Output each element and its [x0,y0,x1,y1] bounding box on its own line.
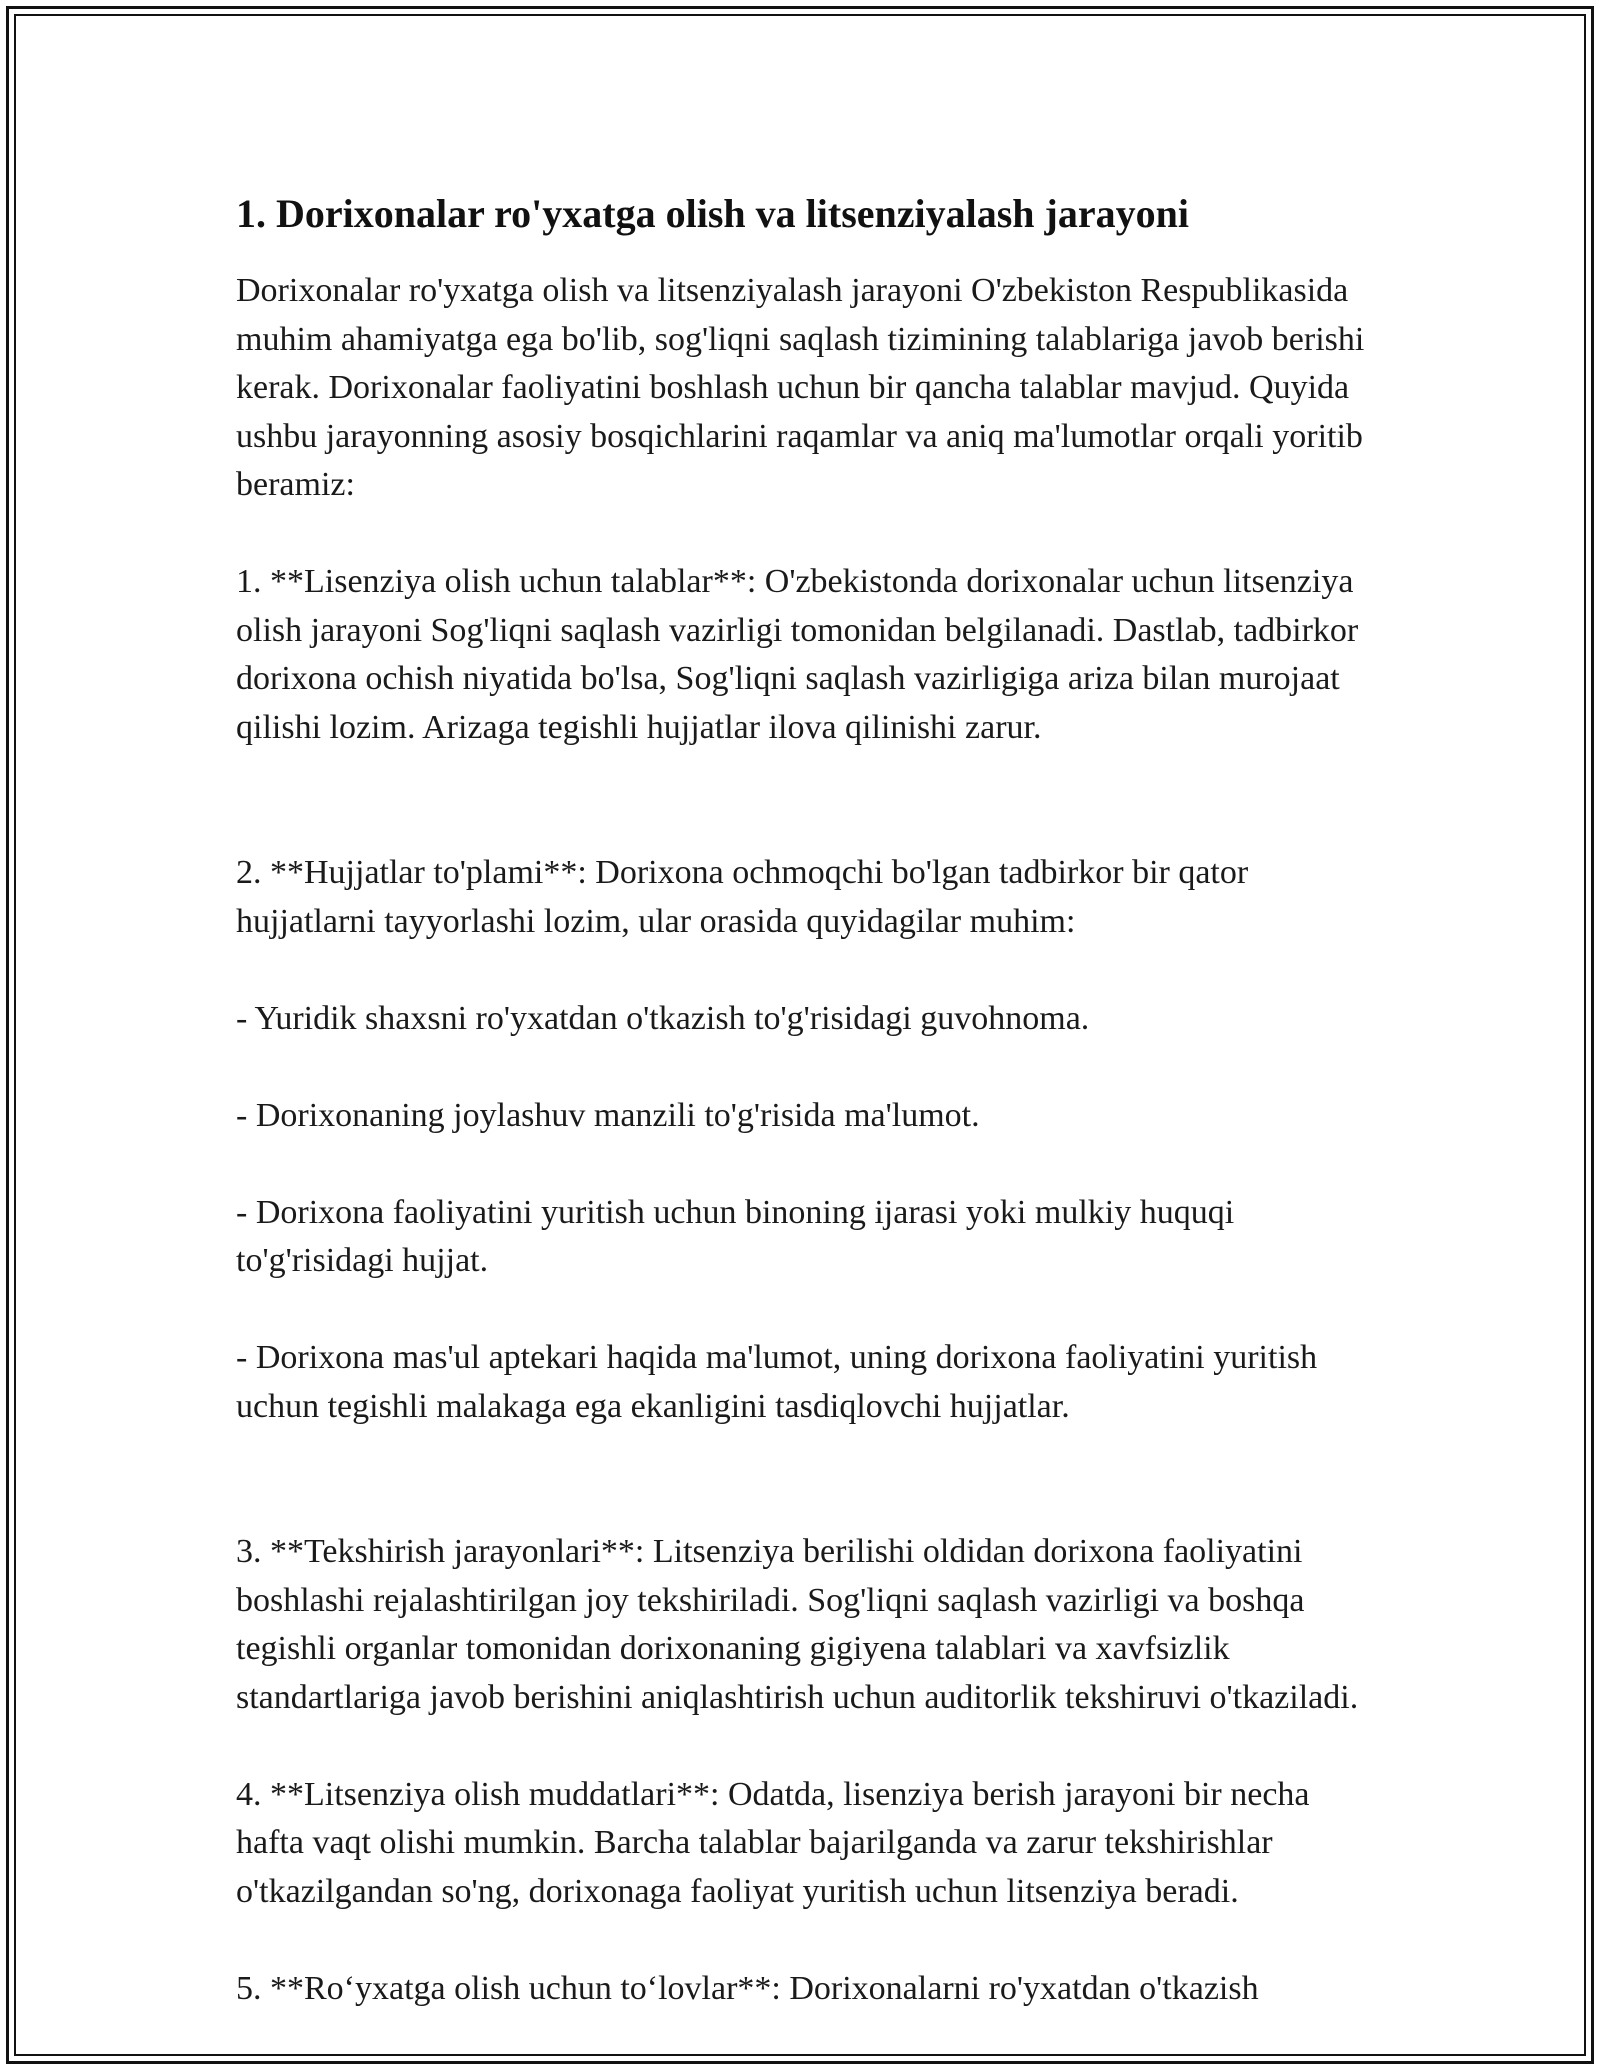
list-item-1: 1. **Lisenziya olish uchun talablar**: O'zbekistonda dorixonalar uchun litsenziya olish jarayoni Sog'liqni saqlash vazirligi tomonidan belgilanadi. Dastlab, tadbirkor dorixona ochish niyatida bo'lsa, Sog'liqni saqlash vazirligiga ariza bilan murojaat qilishi lozim. Arizaga tegishli hujjatlar ilova qilinishi zarur. [236,563,1359,746]
document-body [236,183,1366,2013]
document-subitem: - Yuridik shaxsni ro'yxatdan o'tkazish to'g'risidagi guvohnoma. [236,999,1090,1037]
list-item-2 [236,801,1366,1480]
document-subitem: - Dorixona faoliyatini yuritish uchun binoning ijarasi yoki mulkiy huquqi to'g'risidagi hujjat. [236,1193,1235,1279]
list-item-2-text: 2. **Hujjatlar to'plami**: Dorixona ochmoqchi bo'lgan tadbirkor bir qator hujjatlarni tayyorlashi lozim, ular orasida quyidagilar muhim: [236,854,1249,940]
document-title: 1. Dorixonalar ro'yxatga olish va litsenziyalash jarayoni [236,191,1189,236]
document-subitem: - Dorixona mas'ul aptekari haqida ma'lumot, uning dorixona faoliyatini yuritish uchun tegishli malakaga ega ekanligini tasdiqlovchi hujjatlar. [236,1339,1318,1425]
list-item-4: 4. **Litsenziya olish muddatlari**: Odatda, lisenziya berish jarayoni bir necha hafta vaqt olishi mumkin. Barcha talablar bajarilganda va zarur tekshirishlar o'tkazilgandan so'ng, dorixonaga faoliyat yuritish uchun litsenziya beradi. [236,1775,1310,1910]
document-subitem: - Dorixonaning joylashuv manzili to'g'risida ma'lumot. [236,1096,980,1134]
intro-paragraph: Dorixonalar ro'yxatga olish va litsenziyalash jarayoni O'zbekiston Respublikasida muhim ahamiyatga ega bo'lib, sog'liqni saqlash tizimining talablariga javob berishi kerak. Dorixonalar faoliyatini boshlash uchun bir qancha talablar mavjud. Quyida ushbu jarayonning asosiy bosqichlarini raqamlar va aniq ma'lumotlar orqali yoritib beramiz: [236,272,1365,503]
list-item-5: 5. **Ro‘yxatga olish uchun to‘lovlar**: Dorixonalarni ro'yxatdan o'tkazish [236,1969,1259,2007]
list-item-3: 3. **Tekshirish jarayonlari**: Litsenziya berilishi oldidan dorixona faoliyatini boshlashi rejalashtirilgan joy tekshiriladi. Sog'liqni saqlash vazirligi va boshqa tegishli organlar tomonidan dorixonaning gigiyena talablari va xavfsizlik standartlariga javob berishini aniqlashtirish uchun auditorlik tekshiruvi o'tkaziladi. [236,1533,1359,1716]
